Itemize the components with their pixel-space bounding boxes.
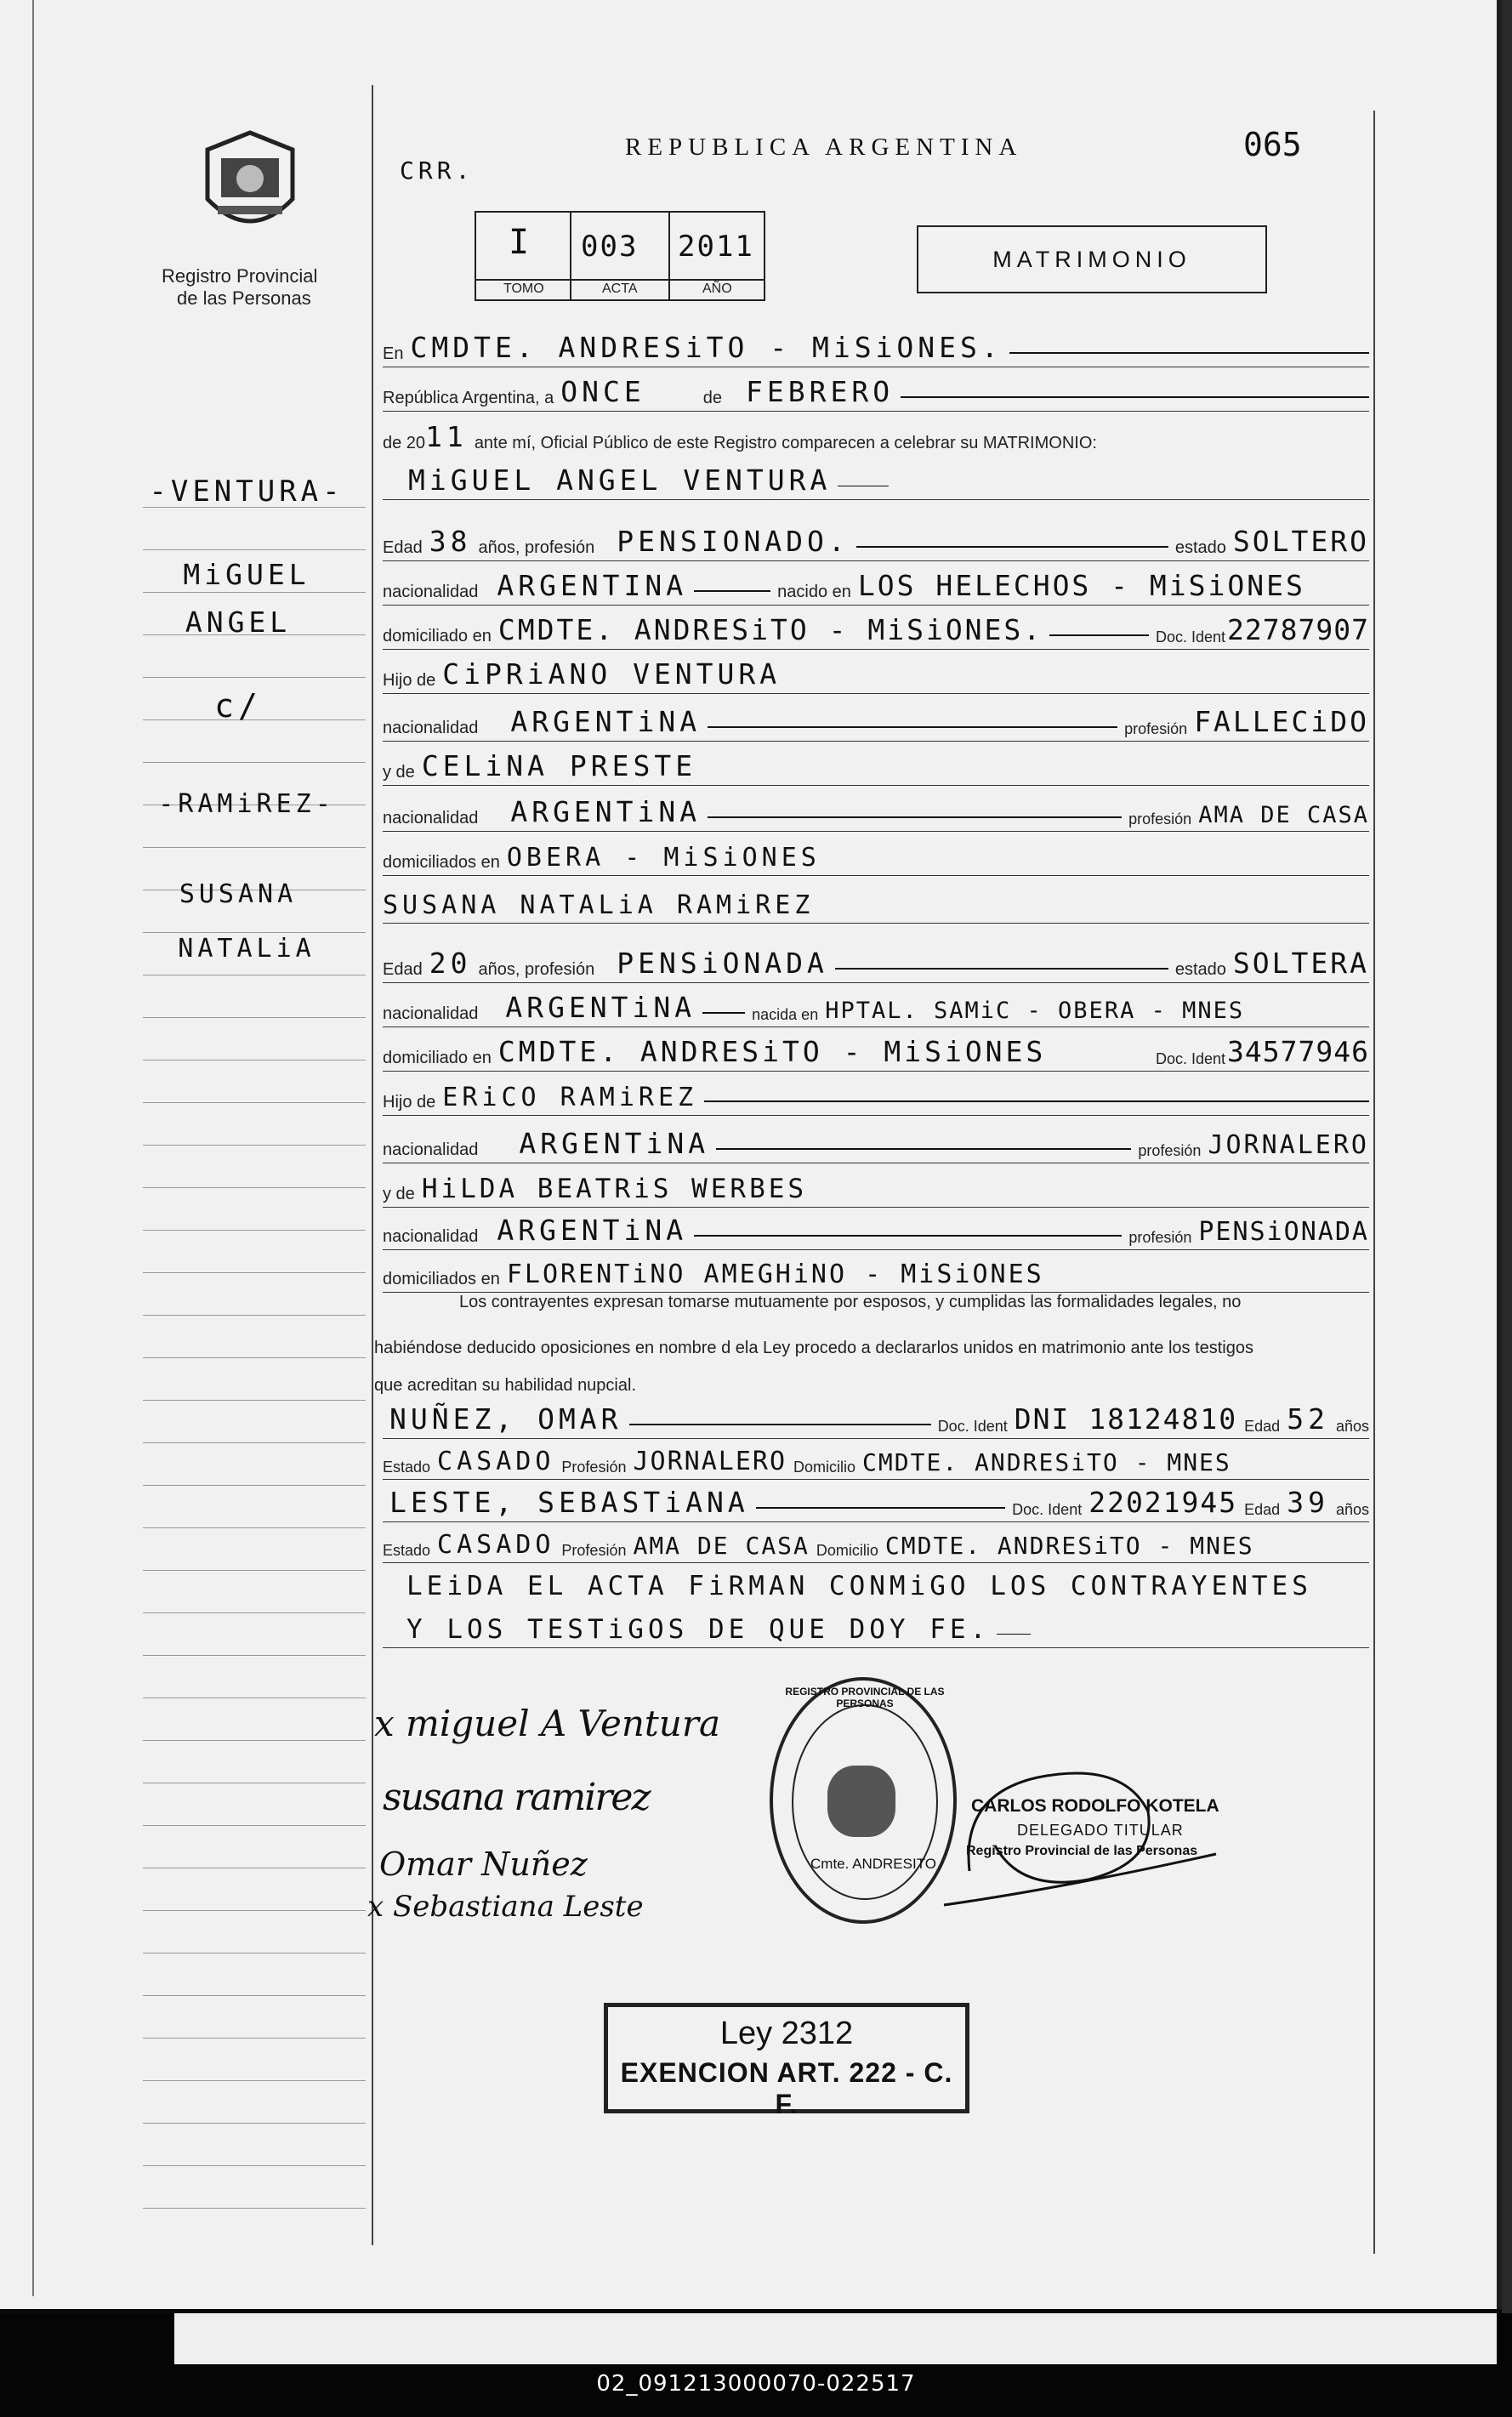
witness1-name: NUÑEZ, OMAR xyxy=(389,1402,622,1436)
margin-ruled-line xyxy=(143,2165,366,2166)
row-bride-age: Edad 20 años, profesión PENSiONADA estado SOLTERA xyxy=(383,944,1369,983)
row-groom-father: Hijo de CiPRiANO VENTURA xyxy=(383,655,1369,694)
margin-ruled-line xyxy=(143,2080,366,2081)
formula-line-3: que acreditan su habilidad nupcial. xyxy=(374,1376,636,1395)
margin-ruled-line xyxy=(143,1230,366,1231)
margin-ruled-line xyxy=(143,1953,366,1954)
witness1-doc: DNI 18124810 xyxy=(1014,1402,1238,1436)
ano-label: AÑO xyxy=(702,282,732,296)
bride-mother-nationality: ARGENTiNA xyxy=(497,1214,688,1247)
row-bride-nationality: nacionalidad ARGENTiNA nacida en HPTAL. SAMiC - OBERA - MNES xyxy=(383,988,1369,1027)
margin-ruled-line xyxy=(143,2123,366,2124)
row-date: República Argentina, a ONCE de FEBRERO xyxy=(383,373,1369,412)
margin-ruled-line xyxy=(143,2208,366,2209)
ref-divider-2 xyxy=(668,211,670,301)
row-bride-mother-nat: nacionalidad ARGENTiNA profesión PENSiONADA xyxy=(383,1211,1369,1250)
bride-nationality: ARGENTiNA xyxy=(505,991,696,1024)
witness1-domicile: CMDTE. ANDRESiTO - MNES xyxy=(862,1448,1231,1476)
margin-groom-name-2: ANGEL xyxy=(185,606,292,639)
bride-father-nationality: ARGENTiNA xyxy=(519,1127,710,1160)
tomo-value: I xyxy=(509,223,534,262)
bride-profession: PENSiONADA xyxy=(617,947,828,980)
groom-parents-domicile: OBERA - MiSiONES xyxy=(506,843,821,873)
row-groom-domicile: domiciliado en CMDTE. ANDRESiTO - MiSiONES. Doc. Ident 22787907 xyxy=(383,611,1369,650)
signature-witness2: x Sebastiana Leste xyxy=(367,1890,644,1924)
groom-doc: 22787907 xyxy=(1227,613,1369,646)
groom-mother: CELiNA PRESTE xyxy=(421,749,697,782)
row-intro: de 20 11 ante mí, Oficial Público de este Registro comparecen a celebrar su MATRIMONIO: xyxy=(383,420,1097,453)
file-id-caption: 02_091213000070-022517 xyxy=(596,2371,916,2397)
closing-line-1: LEiDA EL ACTA FiRMAN CONMiGO LOS CONTRAYENTES xyxy=(406,1571,1312,1601)
witness2-profession: AMA DE CASA xyxy=(633,1532,810,1560)
outer-left-rule xyxy=(32,0,34,2296)
margin-ruled-line xyxy=(143,677,366,678)
witness2-domicile: CMDTE. ANDRESiTO - MNES xyxy=(884,1532,1254,1560)
law-exemption-stamp xyxy=(604,2003,969,2119)
margin-ruled-line xyxy=(143,1485,366,1486)
ref-label-rule xyxy=(475,279,765,281)
margin-ruled-line xyxy=(143,762,366,763)
act-type-box xyxy=(917,225,1267,293)
bride-father: ERiCO RAMiREZ xyxy=(442,1083,698,1112)
margin-ruled-line xyxy=(143,1187,366,1188)
signature-groom: x miguel A Ventura xyxy=(374,1703,720,1744)
row-witness2-name: LESTE, SEBASTiANA Doc. Ident 22021945 Edad 39 años xyxy=(383,1478,1369,1522)
margin-ruled-line xyxy=(143,847,366,848)
ref-divider-1 xyxy=(570,211,571,301)
bride-full-name: SUSANA NATALiA RAMiREZ xyxy=(383,890,815,920)
stamp-bottom-text: Cmte. ANDRESITO xyxy=(810,1856,936,1872)
act-year-suffix: 11 xyxy=(425,420,468,453)
page-number: 065 xyxy=(1243,126,1302,163)
groom-mother-nationality: ARGENTiNA xyxy=(510,795,702,828)
act-month: FEBRERO xyxy=(745,375,895,408)
acta-label: ACTA xyxy=(602,282,638,296)
act-place: CMDTE. ANDRESiTO - MiSiONES. xyxy=(410,331,1003,364)
row-groom-mother-nat: nacionalidad ARGENTiNA profesión AMA DE CASA xyxy=(383,793,1369,832)
margin-bride-name-2: NATALiA xyxy=(178,934,315,964)
margin-groom-name-1: MiGUEL xyxy=(183,558,310,591)
official-name: CARLOS RODOLFO KOTELA xyxy=(971,1796,1219,1816)
margin-ruled-line xyxy=(143,1272,366,1273)
bride-status: SOLTERA xyxy=(1232,947,1369,980)
margin-ruled-line xyxy=(143,1145,366,1146)
signature-witness1: Omar Nuñez xyxy=(379,1845,588,1883)
bride-age: 20 xyxy=(429,947,472,980)
margin-ruled-line xyxy=(143,1825,366,1826)
witness2-age: 39 xyxy=(1287,1486,1329,1519)
margin-ruled-line xyxy=(143,1655,366,1656)
formula-line-1: Los contrayentes expresan tomarse mutuamente por esposos, y cumplidas las formalidades legales, no xyxy=(459,1293,1242,1311)
row-groom-mother: y de CELiNA PRESTE xyxy=(383,747,1369,786)
margin-ruled-line xyxy=(143,1740,366,1741)
witness2-name: LESTE, SEBASTiANA xyxy=(389,1486,749,1519)
bride-birthplace: HPTAL. SAMiC - OBERA - MNES xyxy=(825,998,1245,1024)
witness2-status: CASADO xyxy=(437,1530,555,1560)
witness1-profession: JORNALERO xyxy=(633,1447,787,1476)
bride-mother-profession: PENSiONADA xyxy=(1198,1217,1369,1247)
margin-ruled-line xyxy=(143,1570,366,1571)
country-heading: REPUBLICA ARGENTINA xyxy=(625,134,1023,161)
groom-age: 38 xyxy=(429,525,472,558)
row-bride-father: Hijo de ERiCO RAMiREZ xyxy=(383,1077,1369,1116)
margin-ruled-line xyxy=(143,1017,366,1018)
margin-ruled-line xyxy=(143,932,366,933)
row-bride-father-nat: nacionalidad ARGENTiNA profesión JORNALERO xyxy=(383,1124,1369,1163)
margin-connector: c/ xyxy=(214,687,262,725)
province-emblem-icon xyxy=(197,128,304,247)
row-witness1-details: Estado CASADO Profesión JORNALERO Domicilio CMDTE. ANDRESiTO - MNES xyxy=(383,1441,1369,1480)
row-closing-2 xyxy=(383,1609,1369,1648)
margin-bride-name-1: SUSANA xyxy=(179,879,298,909)
groom-father-nationality: ARGENTiNA xyxy=(510,705,702,738)
row-groom-name xyxy=(383,461,1369,500)
official-org: Registro Provincial de las Personas xyxy=(966,1844,1198,1858)
row-groom-nationality: nacionalidad ARGENTINA nacido en LOS HELECHOS - MiSiONES xyxy=(383,566,1369,606)
margin-bride-surname: -RAMiREZ- xyxy=(158,789,335,819)
issuer-name-line1: Registro Provincial xyxy=(162,265,318,287)
act-day: ONCE xyxy=(560,375,645,408)
exemption-text: EXENCION ART. 222 - C. F. xyxy=(620,2057,953,2119)
bride-doc: 34577946 xyxy=(1227,1035,1369,1068)
bride-parents-domicile: FLORENTiNO AMEGHiNO - MiSiONES xyxy=(506,1260,1044,1289)
row-bride-name xyxy=(383,884,1369,924)
margin-ruled-line xyxy=(143,1527,366,1528)
bride-father-profession: JORNALERO xyxy=(1208,1130,1369,1160)
registry-round-stamp xyxy=(770,1677,957,1924)
groom-profession: PENSIONADO. xyxy=(617,525,850,558)
issuer-name-line2: de las Personas xyxy=(177,287,311,309)
margin-ruled-line xyxy=(143,1995,366,1996)
row-groom-parents-domicile: domiciliados en OBERA - MiSiONES xyxy=(383,837,1369,876)
right-border-rule xyxy=(1373,111,1375,2254)
margin-ruled-line xyxy=(143,1400,366,1401)
margin-ruled-line xyxy=(143,1315,366,1316)
margin-groom-surname: -VENTURA- xyxy=(149,475,344,509)
margin-ruled-line xyxy=(143,1442,366,1443)
stamp-seal-icon xyxy=(827,1766,895,1837)
signature-bride: susana ramirez xyxy=(383,1776,650,1819)
bride-mother: HiLDA BEATRiS WERBES xyxy=(421,1174,808,1204)
row-closing-1 xyxy=(383,1565,1369,1604)
page-edge-shadow xyxy=(1502,0,1512,2313)
bride-domicile: CMDTE. ANDRESiTO - MiSiONES xyxy=(497,1035,1047,1068)
row-witness2-details: Estado CASADO Profesión AMA DE CASA Domicilio CMDTE. ANDRESiTO - MNES xyxy=(383,1524,1369,1563)
margin-ruled-line xyxy=(143,1612,366,1613)
groom-status: SOLTERO xyxy=(1232,525,1369,558)
closing-line-2: Y LOS TESTiGOS DE QUE DOY FE. xyxy=(406,1614,991,1645)
row-bride-mother: y de HiLDA BEATRiS WERBES xyxy=(383,1169,1369,1208)
witness1-status: CASADO xyxy=(437,1447,555,1476)
row-place: En CMDTE. ANDRESiTO - MiSiONES. xyxy=(383,328,1369,367)
row-groom-age: Edad 38 años, profesión PENSIONADO. estado SOLTERO xyxy=(383,522,1369,561)
margin-ruled-line xyxy=(143,592,366,593)
margin-ruled-line xyxy=(143,1060,366,1061)
page-bottom-edge xyxy=(174,2313,1497,2364)
law-number: Ley 2312 xyxy=(719,2016,854,2051)
ano-value: 2011 xyxy=(678,230,754,264)
groom-nationality: ARGENTINA xyxy=(497,569,688,602)
row-groom-father-nat: nacionalidad ARGENTiNA profesión FALLECiDO xyxy=(383,702,1369,742)
margin-ruled-line xyxy=(143,1910,366,1911)
witness2-doc: 22021945 xyxy=(1089,1486,1238,1519)
groom-father-profession: FALLECiDO xyxy=(1194,705,1369,738)
margin-ruled-line xyxy=(143,549,366,550)
crr-annotation: CRR. xyxy=(400,156,475,185)
stamp-top-text: REGISTRO PROVINCIAL DE LAS PERSONAS xyxy=(785,1686,945,1709)
groom-mother-profession: AMA DE CASA xyxy=(1198,802,1369,828)
formula-line-2: habiéndose deducido oposiciones en nombre d ela Ley procedo a declararlos unidos en matrimonio ante los testigos xyxy=(374,1339,1253,1357)
groom-domicile: CMDTE. ANDRESiTO - MiSiONES. xyxy=(497,613,1043,646)
groom-father: CiPRiANO VENTURA xyxy=(442,657,782,691)
groom-full-name: MiGUEL ANGEL VENTURA xyxy=(408,463,832,497)
acta-value: 003 xyxy=(581,230,639,264)
margin-ruled-line xyxy=(143,2038,366,2039)
tomo-label: TOMO xyxy=(503,282,544,296)
act-type-label: MATRIMONIO xyxy=(992,246,1191,272)
row-witness1-name: NUÑEZ, OMAR Doc. Ident DNI 18124810 Edad 52 años xyxy=(383,1395,1369,1439)
row-bride-domicile: domiciliado en CMDTE. ANDRESiTO - MiSiONES Doc. Ident 34577946 xyxy=(383,1032,1369,1072)
row-bride-parents-domicile: domiciliados en FLORENTiNO AMEGHiNO - MiSiONES xyxy=(383,1254,1369,1293)
witness1-age: 52 xyxy=(1287,1402,1329,1436)
groom-birthplace: LOS HELECHOS - MiSiONES xyxy=(857,569,1305,602)
margin-ruled-line xyxy=(143,1357,366,1358)
official-role: DELEGADO TITULAR xyxy=(1017,1822,1184,1839)
margin-ruled-line xyxy=(143,1102,366,1103)
